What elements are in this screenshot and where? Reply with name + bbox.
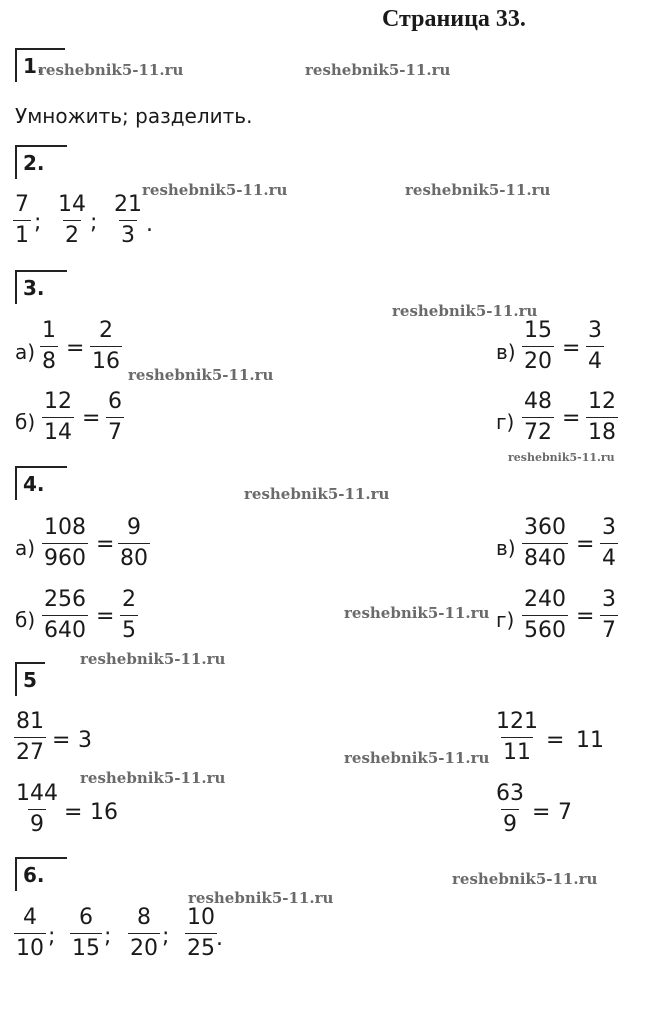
item-label: г) [496,608,515,632]
fraction: $\frac{1}{8}$ [42,318,56,374]
item-label: в) [496,340,516,364]
equals-sign: = [52,728,71,753]
task-number-4: 4. [15,466,67,500]
task-number-5: 5 [15,662,45,696]
task-number-2: 2. [15,145,67,179]
equals-sign: = [64,800,83,825]
fraction: $\frac{63}{9}$ [496,781,524,837]
fraction: $\frac{15}{20}$ [524,318,552,374]
watermark: reshebnik5-11.ru [142,181,288,199]
fraction: $\frac{6}{15}$ [72,905,100,961]
item-label: а) [15,340,36,364]
fraction: $\frac{8}{20}$ [130,905,158,961]
watermark: reshebnik5-11.ru [305,61,451,79]
period: . [216,926,223,951]
fraction: $\frac{9}{80}$ [120,515,148,571]
result: 3 [78,728,92,753]
item-label: б) [15,608,36,632]
equals-sign: = [562,336,581,361]
separator: ; [104,924,112,949]
watermark: reshebnik5-11.ru [188,889,334,907]
fraction: $\frac{240}{560}$ [524,587,566,643]
equals-sign: = [546,728,565,753]
equals-sign: = [576,604,595,629]
item-label: а) [15,536,36,560]
fraction: $\frac{144}{9}$ [16,781,58,837]
separator: ; [162,924,170,949]
equals-sign: = [96,532,115,557]
watermark: reshebnik5-11.ru [128,366,274,384]
item-label: в) [496,536,516,560]
equals-sign: = [66,336,85,361]
fraction: $\frac{3}{4}$ [588,318,602,374]
equals-sign: = [82,406,101,431]
fraction: $\frac{12}{14}$ [44,389,72,445]
fraction: $\frac{14}{2}$ [58,192,86,248]
task-number-6: 6. [15,857,67,891]
watermark: reshebnik5-11.ru [344,604,490,622]
task-number-3: 3. [15,270,67,304]
fraction: $\frac{2}{16}$ [92,318,120,374]
separator: ; [48,924,56,949]
watermark: reshebnik5-11.ru [344,749,490,767]
fraction: $\frac{360}{840}$ [524,515,566,571]
watermark: reshebnik5-11.ru [80,769,226,787]
watermark: reshebnik5-11.ru [244,485,390,503]
page-title: Страница 33. [382,6,526,32]
watermark: reshebnik5-11.ru [392,302,538,320]
fraction: $\frac{3}{4}$ [602,515,616,571]
watermark: reshebnik5-11.ru [38,61,184,79]
watermark: reshebnik5-11.ru [405,181,551,199]
fraction: $\frac{2}{5}$ [122,587,136,643]
watermark: reshebnik5-11.ru [80,650,226,668]
fraction: $\frac{6}{7}$ [108,389,122,445]
equals-sign: = [562,406,581,431]
fraction: $\frac{3}{7}$ [602,587,616,643]
equals-sign: = [576,532,595,557]
watermark: reshebnik5-11.ru [452,870,598,888]
watermark: reshebnik5-11.ru [508,451,615,464]
separator: ; [90,210,98,235]
fraction: $\frac{48}{72}$ [524,389,552,445]
task-1-answer: Умножить; разделить. [15,104,253,128]
result: 11 [576,728,604,753]
fraction: $\frac{108}{960}$ [44,515,86,571]
fraction: $\frac{7}{1}$ [15,192,29,248]
result: 16 [90,800,118,825]
period: . [146,212,153,237]
fraction: $\frac{121}{11}$ [496,709,538,765]
fraction: $\frac{4}{10}$ [16,905,44,961]
item-label: г) [496,410,515,434]
task-number-1: 1. [15,48,65,82]
equals-sign: = [96,604,115,629]
fraction: $\frac{10}{25}$ [187,905,215,961]
equals-sign: = [532,800,551,825]
result: 7 [558,800,572,825]
fraction: $\frac{256}{640}$ [44,587,86,643]
fraction: $\frac{21}{3}$ [114,192,142,248]
item-label: б) [15,410,36,434]
separator: ; [34,210,42,235]
fraction: $\frac{81}{27}$ [16,709,44,765]
fraction: $\frac{12}{18}$ [588,389,616,445]
